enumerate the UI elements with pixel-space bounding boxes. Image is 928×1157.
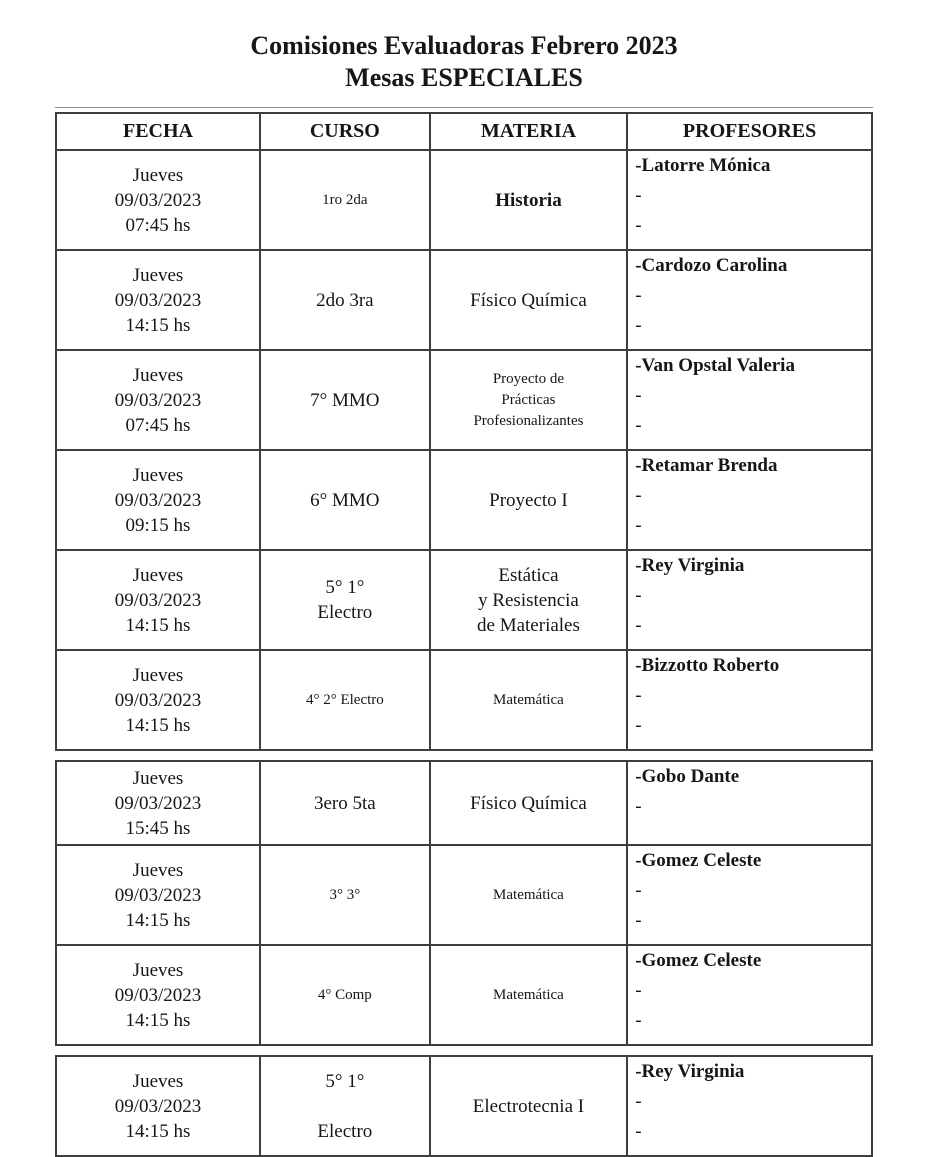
- materia-cell: [430, 450, 627, 550]
- materia-line: Estática: [498, 564, 559, 586]
- fecha-line: 09/03/2023: [114, 689, 202, 711]
- curso-line: 6° MMO: [310, 489, 380, 511]
- fecha-line: Jueves: [132, 959, 184, 981]
- curso-cell: [260, 450, 430, 550]
- fecha-line: 14:15 hs: [125, 714, 191, 736]
- title-line-2: Mesas ESPECIALES: [345, 62, 583, 92]
- profesores-cell: [627, 845, 872, 945]
- materia-line: Proyecto de: [492, 370, 565, 387]
- fecha-line: 14:15 hs: [125, 614, 191, 636]
- curso-line: 1ro 2da: [322, 191, 368, 208]
- fecha-line: 09/03/2023: [114, 984, 202, 1006]
- materia-line: Matemática: [493, 986, 564, 1003]
- column-header-curso: CURSO: [260, 113, 430, 150]
- profesores-line: -: [635, 515, 642, 537]
- materia-cell: [430, 250, 627, 350]
- curso-line: 2do 3ra: [316, 289, 374, 311]
- fecha-line: 14:15 hs: [125, 314, 191, 336]
- profesores-cell: [627, 250, 872, 350]
- profesores-line: -: [635, 880, 642, 902]
- table-row: [56, 945, 872, 1045]
- curso-cell: [260, 150, 430, 250]
- materia-line: Matemática: [493, 886, 564, 903]
- curso-cell: [260, 945, 430, 1045]
- table-row: [56, 150, 872, 250]
- profesores-line: -Latorre Mónica: [635, 155, 771, 177]
- profesores-line: -: [635, 980, 642, 1002]
- fecha-line: Jueves: [132, 164, 184, 186]
- curso-line: 4° 2° Electro: [305, 691, 384, 708]
- profesores-cell: [627, 761, 872, 845]
- table-top-rule: [55, 107, 873, 108]
- table-row: [56, 350, 872, 450]
- profesores-line: -Van Opstal Valeria: [635, 355, 795, 377]
- profesores-cell: [627, 650, 872, 750]
- curso-cell: [260, 650, 430, 750]
- curso-line: 3ero 5ta: [313, 792, 376, 814]
- profesores-line: -: [635, 685, 642, 707]
- profesores-line: -Gomez Celeste: [635, 950, 762, 972]
- curso-line: 3° 3°: [329, 886, 361, 903]
- profesores-line: -Rey Virginia: [635, 555, 745, 577]
- profesores-line: -: [635, 1091, 642, 1113]
- fecha-line: 14:15 hs: [125, 1120, 191, 1142]
- column-header-fecha: FECHA: [56, 113, 260, 150]
- profesores-line: -: [635, 385, 642, 407]
- title-line-1: Comisiones Evaluadoras Febrero 2023: [250, 31, 678, 60]
- fecha-line: 07:45 hs: [125, 414, 191, 436]
- fecha-line: Jueves: [132, 264, 184, 286]
- schedule-table-section-1: [55, 112, 873, 751]
- fecha-cell: [56, 650, 260, 750]
- materia-line: Prácticas: [501, 391, 556, 408]
- fecha-cell: [56, 250, 260, 350]
- table-row: [56, 845, 872, 945]
- materia-cell: [430, 945, 627, 1045]
- header-row: [56, 113, 872, 150]
- profesores-line: -Bizzotto Roberto: [635, 655, 780, 677]
- fecha-line: 09/03/2023: [114, 1095, 202, 1117]
- fecha-line: 14:15 hs: [125, 909, 191, 931]
- fecha-cell: [56, 945, 260, 1045]
- profesores-line: -: [635, 910, 642, 932]
- profesores-line: -: [635, 796, 642, 818]
- curso-cell: [260, 550, 430, 650]
- profesores-line: -: [635, 1121, 642, 1143]
- column-header-profesores: PROFESORES: [627, 113, 872, 150]
- profesores-line: -Gobo Dante: [635, 766, 740, 788]
- fecha-line: 09/03/2023: [114, 489, 202, 511]
- curso-cell: [260, 250, 430, 350]
- table-row: [56, 761, 872, 845]
- fecha-cell: [56, 761, 260, 845]
- materia-cell: [430, 150, 627, 250]
- materia-line: de Materiales: [477, 614, 580, 636]
- materia-cell: [430, 550, 627, 650]
- curso-line: Electro: [317, 602, 373, 624]
- schedule-tables: [0, 112, 928, 1157]
- table-row: [56, 650, 872, 750]
- fecha-line: 09:15 hs: [125, 514, 191, 536]
- profesores-line: -Rey Virginia: [635, 1061, 745, 1083]
- curso-line: 5° 1°: [325, 1070, 365, 1092]
- profesores-line: -: [635, 415, 642, 437]
- profesores-line: -: [635, 285, 642, 307]
- curso-cell: [260, 761, 430, 845]
- materia-line: Profesionalizantes: [473, 412, 584, 429]
- table-row: [56, 250, 872, 350]
- table-row: [56, 450, 872, 550]
- materia-line: Proyecto I: [489, 489, 568, 511]
- fecha-line: 09/03/2023: [114, 289, 202, 311]
- profesores-line: -: [635, 1010, 642, 1032]
- fecha-cell: [56, 150, 260, 250]
- profesores-cell: [627, 945, 872, 1045]
- profesores-line: -Retamar Brenda: [635, 455, 778, 477]
- fecha-line: 09/03/2023: [114, 389, 202, 411]
- profesores-cell: [627, 1056, 872, 1156]
- materia-cell: [430, 761, 627, 845]
- fecha-cell: [56, 450, 260, 550]
- profesores-line: -: [635, 315, 642, 337]
- schedule-table-section-3: [55, 1055, 873, 1157]
- fecha-cell: [56, 845, 260, 945]
- profesores-cell: [627, 450, 872, 550]
- curso-line: [263, 1094, 427, 1119]
- curso-line: 7° MMO: [310, 389, 380, 411]
- materia-line: Matemática: [493, 691, 564, 708]
- curso-line: 4° Comp: [317, 986, 372, 1003]
- materia-cell: [430, 350, 627, 450]
- fecha-cell: [56, 1056, 260, 1156]
- curso-cell: [260, 1056, 430, 1156]
- fecha-line: Jueves: [132, 664, 184, 686]
- fecha-line: 09/03/2023: [114, 884, 202, 906]
- profesores-line: -: [635, 185, 642, 207]
- materia-line: Historia: [495, 189, 562, 211]
- profesores-line: -: [635, 585, 642, 607]
- fecha-line: 09/03/2023: [114, 792, 202, 814]
- curso-line: 5° 1°: [325, 577, 365, 599]
- profesores-cell: [627, 350, 872, 450]
- fecha-line: 09/03/2023: [114, 189, 202, 211]
- materia-line: Electrotecnia I: [472, 1095, 585, 1117]
- fecha-line: Jueves: [132, 364, 184, 386]
- materia-line: Físico Química: [470, 289, 587, 311]
- profesores-line: -Cardozo Carolina: [635, 255, 788, 277]
- fecha-line: 15:45 hs: [125, 817, 191, 839]
- curso-cell: [260, 845, 430, 945]
- profesores-cell: [627, 550, 872, 650]
- fecha-line: 14:15 hs: [125, 1009, 191, 1031]
- materia-line: y Resistencia: [478, 589, 579, 611]
- profesores-line: -Gomez Celeste: [635, 850, 762, 872]
- fecha-line: Jueves: [132, 767, 184, 789]
- fecha-cell: [56, 350, 260, 450]
- fecha-line: Jueves: [132, 1070, 184, 1092]
- fecha-line: 07:45 hs: [125, 214, 191, 236]
- materia-line: Físico Química: [470, 792, 587, 814]
- fecha-cell: [56, 550, 260, 650]
- profesores-line: -: [635, 485, 642, 507]
- profesores-line: -: [635, 715, 642, 737]
- fecha-line: 09/03/2023: [114, 589, 202, 611]
- materia-cell: [430, 650, 627, 750]
- profesores-line: -: [635, 215, 642, 237]
- curso-cell: [260, 350, 430, 450]
- fecha-line: Jueves: [132, 564, 184, 586]
- curso-line: Electro: [317, 1120, 373, 1142]
- column-header-materia: MATERIA: [430, 113, 627, 150]
- profesores-line: -: [635, 615, 642, 637]
- table-row: [56, 1056, 872, 1156]
- fecha-line: Jueves: [132, 464, 184, 486]
- fecha-line: Jueves: [132, 859, 184, 881]
- profesores-cell: [627, 150, 872, 250]
- page-title: [0, 0, 928, 93]
- table-row: [56, 550, 872, 650]
- materia-cell: [430, 845, 627, 945]
- schedule-table-section-2: [55, 760, 873, 1046]
- materia-cell: [430, 1056, 627, 1156]
